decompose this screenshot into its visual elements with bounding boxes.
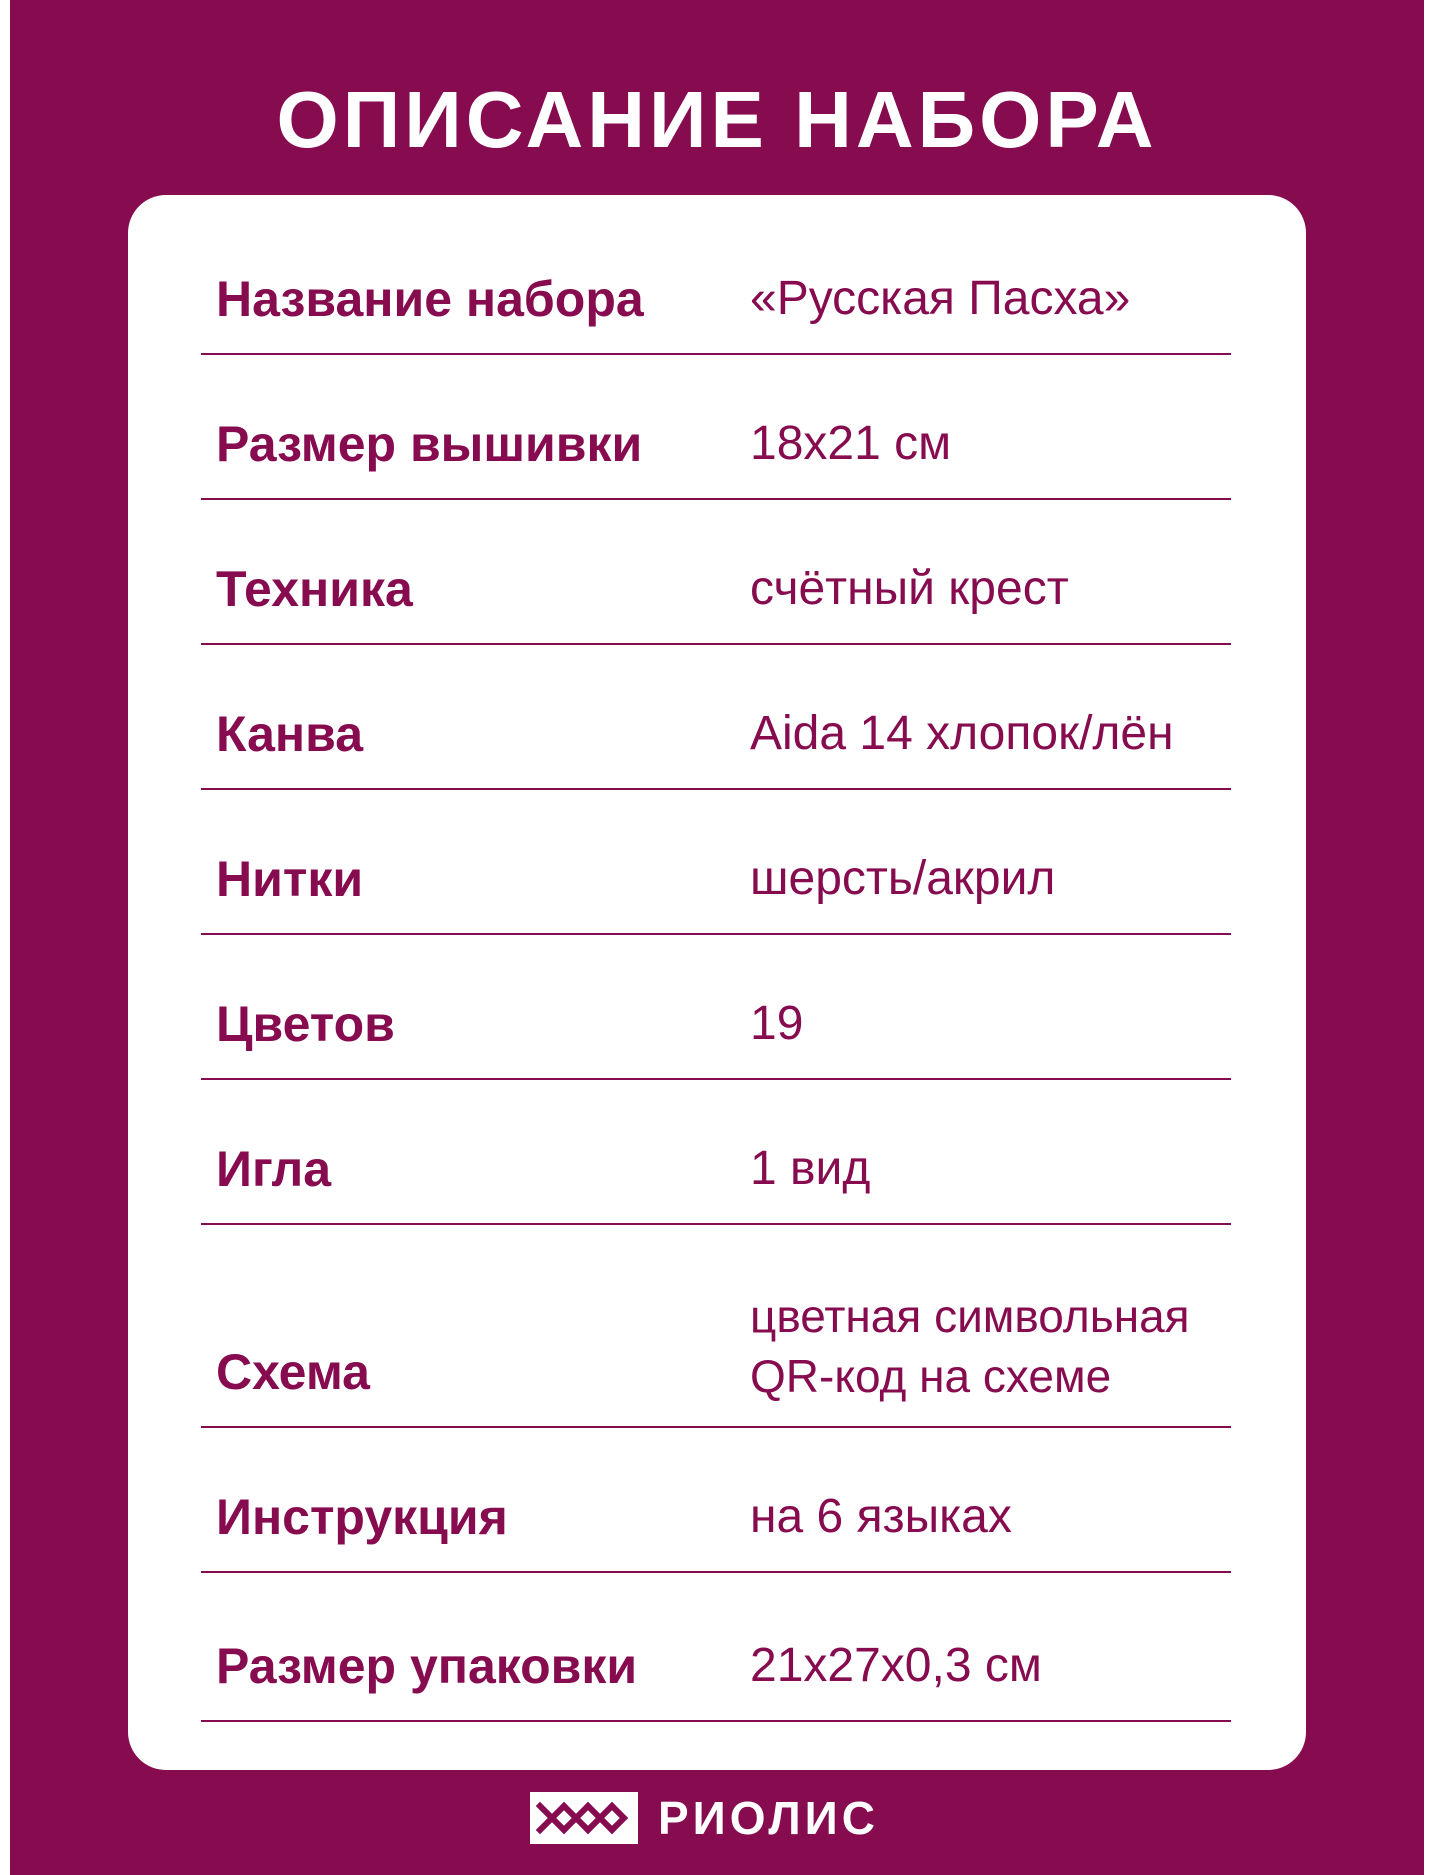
row-value-line: цветная символьная: [750, 1290, 1190, 1342]
brand-logo: [530, 1787, 879, 1849]
row-value: шерсть/акрил: [750, 852, 1056, 905]
row-label: Игла: [216, 1141, 332, 1197]
row-threads: [201, 790, 1231, 935]
row-value: Aida 14 хлопок/лён: [750, 707, 1174, 760]
row-label: Техника: [216, 561, 413, 617]
row-value: «Русская Пасха»: [750, 272, 1131, 325]
page-title: ОПИСАНИЕ НАБОРА: [276, 75, 1158, 164]
row-chart: [201, 1225, 1231, 1428]
row-label: Размер упаковки: [216, 1638, 638, 1694]
row-label: Схема: [216, 1344, 370, 1400]
row-label: Канва: [216, 706, 364, 762]
brand-name: РИОЛИС: [658, 1792, 879, 1844]
row-technique: [201, 500, 1231, 645]
row-needle: [201, 1080, 1231, 1225]
row-value: 18х21 см: [750, 417, 952, 470]
row-value: на 6 языках: [750, 1490, 1012, 1543]
row-label: Нитки: [216, 851, 364, 907]
row-value: 19: [750, 997, 804, 1050]
row-value: [750, 1286, 1190, 1406]
row-value: 1 вид: [750, 1142, 871, 1195]
row-package-size: [201, 1573, 1231, 1722]
row-label: Инструкция: [216, 1489, 508, 1545]
row-label: Название набора: [216, 271, 644, 327]
row-label: Размер вышивки: [216, 416, 643, 472]
row-colors: [201, 935, 1231, 1080]
row-label: Цветов: [216, 996, 395, 1052]
row-value-line: QR-код на схеме: [750, 1350, 1112, 1402]
row-canvas: [201, 645, 1231, 790]
row-embroidery-size: [201, 355, 1231, 500]
description-card: [128, 195, 1306, 1770]
row-value: 21х27х0,3 см: [750, 1639, 1042, 1692]
row-kit-name: [201, 243, 1231, 355]
riolis-cross-stitch-logo-icon: [530, 1792, 638, 1844]
row-instruction: [201, 1428, 1231, 1573]
row-value: счётный крест: [750, 562, 1069, 615]
